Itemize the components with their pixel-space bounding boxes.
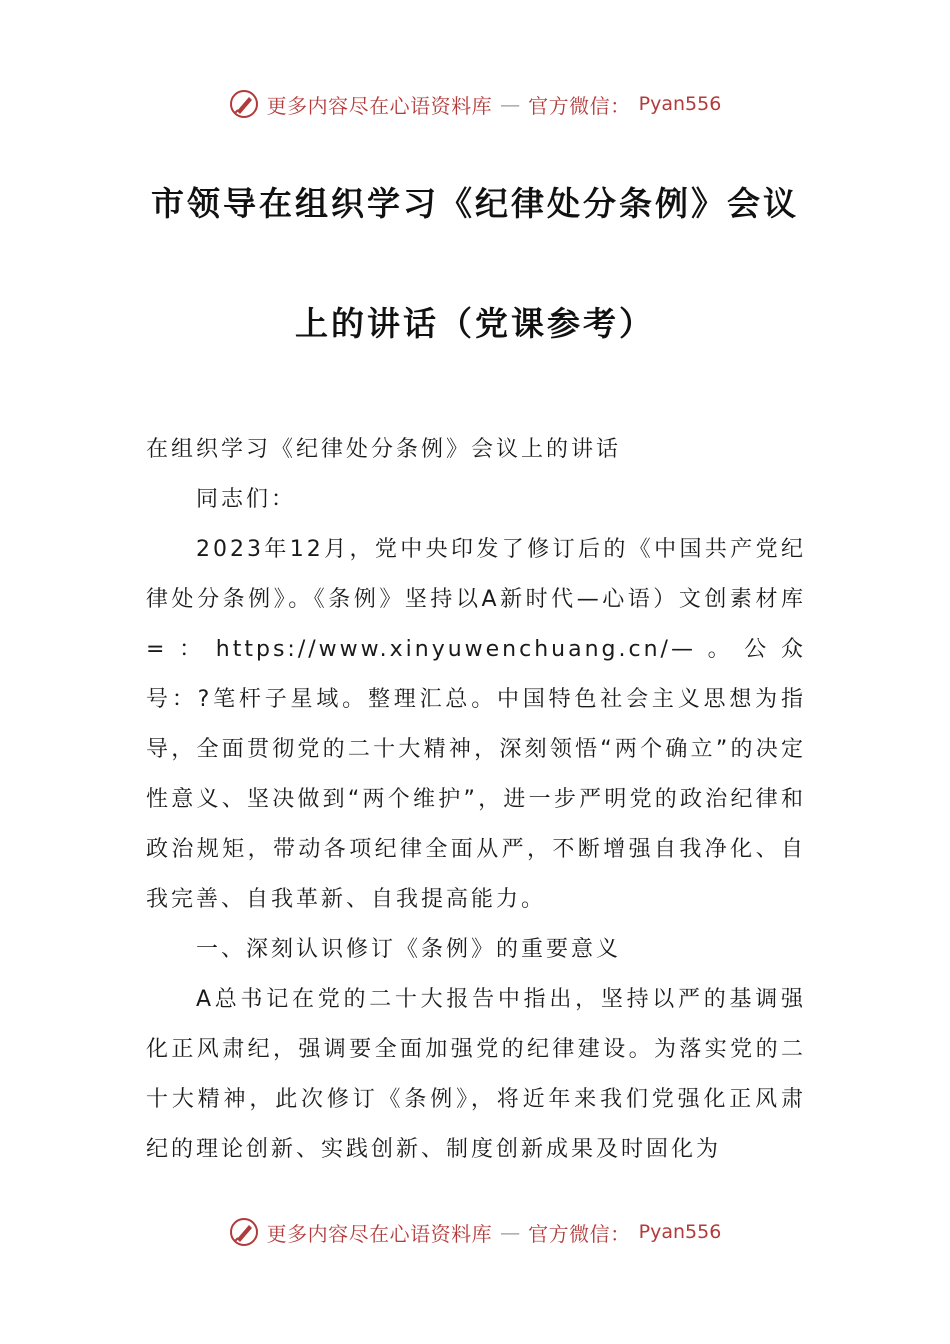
speech-subtitle: 在组织学习《纪律处分条例》会议上的讲话 [146,437,622,462]
watermark-label: 官方微信： [528,93,631,118]
pen-logo-icon [229,89,259,119]
greeting: 同志们： [196,487,297,512]
page-title-line-1: 市领导在组织学习《纪律处分条例》会议 [151,184,799,223]
watermark-id: Pyan556 [638,1221,722,1243]
watermark-dash: — [500,1220,521,1244]
watermark-footer [0,1212,950,1252]
page-title-line-2: 上的讲话（党课参考） [295,304,655,343]
watermark-id: Pyan556 [638,93,722,115]
pen-logo-icon [229,1217,259,1247]
watermark-dash: — [500,92,521,116]
section-heading-1: 一、深刻认识修订《条例》的重要意义 [196,937,622,962]
watermark-text: 更多内容尽在心语资料库 [266,1221,493,1246]
body-paragraph-2: A总书记在党的二十大报告中指出，坚持以严的基调强化正风肃纪，强调要全面加强党的纪律建设。为落实党的二十大精神，此次修订《条例》，将近年来我们党强化正风肃纪的理论创新、实践创新、制度创新成果及时固化为 [146,987,806,1162]
watermark-header [0,84,950,124]
watermark-label: 官方微信： [528,1221,631,1246]
body-paragraph-1: 2023年12月，党中央印发了修订后的《中国共产党纪律处分条例》。《条例》坚持以A新时代—心语）文创素材库=：https://www.xinyuwenchuang.cn/—。公众号：?笔杆子星域。整理汇总。中国特色社会主义思想为指导，全面贯彻党的二十大精神，深刻领悟“两个确立”的决定性意义、坚决做到“两个维护”，进一步严明党的政治纪律和政治规矩，带动各项纪律全面从严，不断增强自我净化、自我完善、自我革新、自我提高能力。 [146,537,806,912]
watermark-text: 更多内容尽在心语资料库 [266,93,493,118]
